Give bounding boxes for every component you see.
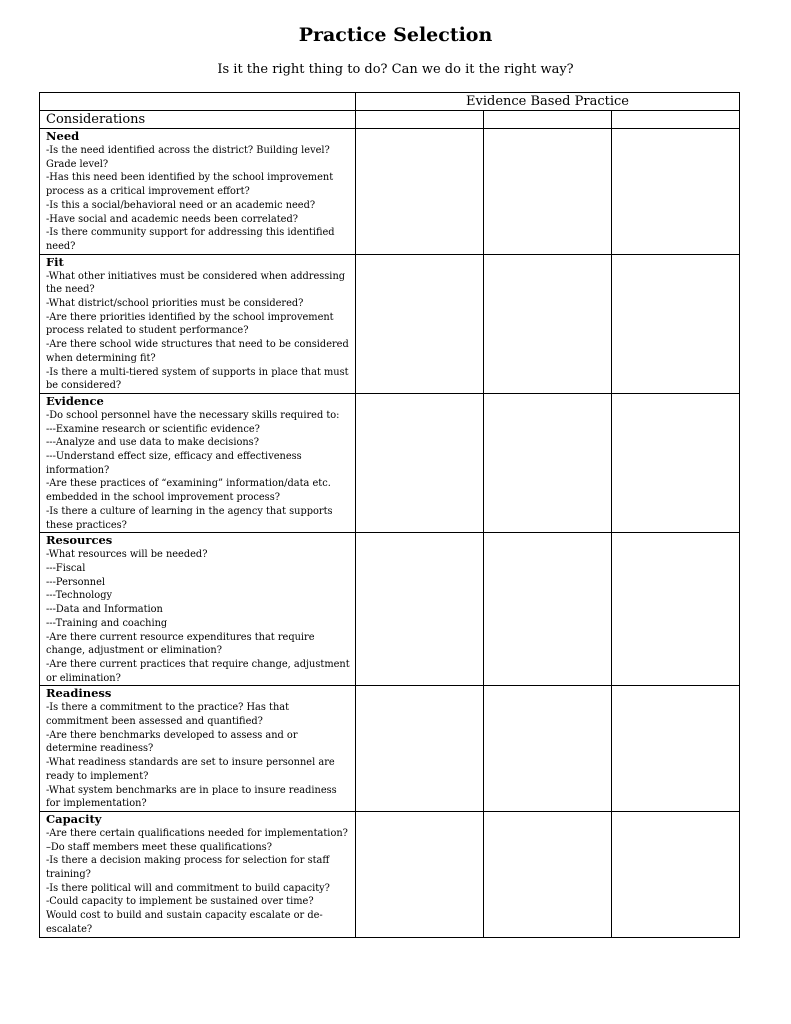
table-header-row (40, 93, 740, 111)
section-line: process as a critical improvement effort? (46, 186, 250, 198)
section-cell (40, 393, 356, 532)
practice-cell-3[interactable] (612, 533, 740, 686)
section-line: -Are there priorities identified by the school improvement (46, 311, 334, 323)
section-line: -Are there certain qualifications needed for implementation? (46, 827, 348, 839)
section-line: -Is there a culture of learning in the agency that supports (46, 505, 333, 517)
practice-cell-3[interactable] (612, 129, 740, 255)
section-heading: Need (46, 129, 80, 143)
section-line: ---Examine research or scientific evidence? (46, 423, 260, 435)
practice-column-header-1[interactable] (356, 111, 484, 129)
section-line: ---Fiscal (46, 562, 86, 574)
section-body (46, 144, 351, 254)
section-heading: Capacity (46, 811, 102, 826)
section-line: -What resources will be needed? (46, 549, 208, 561)
practice-cell-1[interactable] (356, 393, 484, 532)
section-row-fit (40, 254, 740, 393)
section-line: determine readiness? (46, 743, 154, 755)
section-line: the need? (46, 284, 95, 296)
section-body (46, 548, 351, 685)
section-line: -Is there a multi-tiered system of supports in place that must (46, 366, 349, 378)
section-line: -Are there school wide structures that need to be considered (46, 339, 349, 351)
section-line: -Are there current practices that require change, adjustment (46, 658, 350, 670)
practice-column-header-2[interactable] (484, 111, 612, 129)
practice-cell-3[interactable] (612, 686, 740, 812)
section-heading: Readiness (46, 686, 112, 701)
section-line: -Has this need been identified by the school improvement (46, 172, 334, 184)
section-line: –Do staff members meet these qualifications? (46, 841, 272, 853)
section-line: ---Data and Information (46, 604, 163, 616)
section-line: training? (46, 869, 91, 881)
section-line: for implementation? (46, 798, 147, 810)
practice-cell-2[interactable] (484, 686, 612, 812)
considerations-header-row (40, 111, 740, 129)
section-line: -Have social and academic needs been correlated? (46, 213, 298, 225)
section-line: these practices? (46, 519, 127, 531)
practice-cell-2[interactable] (484, 129, 612, 255)
considerations-header: Considerations (40, 111, 356, 129)
practice-cell-1[interactable] (356, 533, 484, 686)
section-line: or elimination? (46, 672, 121, 684)
section-line: -Do school personnel have the necessary skills required to: (46, 409, 340, 421)
practice-cell-3[interactable] (612, 811, 740, 937)
section-line: ---Personnel (46, 576, 106, 588)
practice-selection-table (39, 92, 740, 938)
practice-column-header-3[interactable] (612, 111, 740, 129)
section-line: ---Technology (46, 590, 112, 602)
section-row-need (40, 129, 740, 255)
section-line: -Is there community support for addressing this identified (46, 227, 335, 239)
section-line: ---Training and coaching (46, 617, 168, 629)
section-line: -What other initiatives must be considered when addressing (46, 270, 346, 282)
section-cell (40, 533, 356, 686)
section-line: commitment been assessed and quantified? (46, 716, 263, 728)
practice-cell-1[interactable] (356, 129, 484, 255)
section-line: change, adjustment or elimination? (46, 645, 222, 657)
section-line: process related to student performance? (46, 325, 249, 337)
section-line: -Are there benchmarks developed to assess and or (46, 729, 298, 741)
page-title: Practice Selection (298, 24, 493, 46)
section-body (46, 827, 351, 937)
section-line: Grade level? (46, 158, 109, 170)
section-line: when determining fit? (46, 352, 156, 364)
practice-cell-1[interactable] (356, 686, 484, 812)
section-line: embedded in the school improvement process? (46, 492, 280, 504)
section-line: -Is there political will and commitment to build capacity? (46, 882, 330, 894)
section-body (46, 270, 351, 393)
section-row-capacity (40, 811, 740, 937)
section-heading: Fit (46, 254, 64, 269)
section-line: -What system benchmarks are in place to insure readiness (46, 784, 337, 796)
practice-cell-1[interactable] (356, 811, 484, 937)
section-body (46, 409, 351, 532)
section-line: ---Understand effect size, efficacy and effectiveness (46, 451, 302, 463)
section-line: Would cost to build and sustain capacity escalate or de- (46, 910, 323, 922)
practice-cell-3[interactable] (612, 393, 740, 532)
section-row-readiness (40, 686, 740, 812)
practice-cell-2[interactable] (484, 533, 612, 686)
section-line: escalate? (46, 923, 93, 935)
section-line: -Is there a commitment to the practice? Has that (46, 702, 290, 714)
header-blank-cell (40, 93, 356, 111)
practice-cell-1[interactable] (356, 254, 484, 393)
section-line: ---Analyze and use data to make decisions? (46, 437, 259, 449)
section-line: -Is the need identified across the district? Building level? (46, 145, 330, 156)
section-line: ready to implement? (46, 770, 149, 782)
section-line: -Are there current resource expenditures that require (46, 631, 315, 643)
section-heading: Evidence (46, 393, 104, 408)
evidence-based-practice-header: Evidence Based Practice (356, 93, 740, 111)
section-body (46, 701, 351, 811)
section-cell (40, 129, 356, 255)
section-line: -What district/school priorities must be considered? (46, 298, 304, 310)
page-subtitle: Is it the right thing to do? Can we do it the right way? (217, 62, 574, 77)
section-row-resources (40, 533, 740, 686)
section-cell (40, 686, 356, 812)
section-line: -Are these practices of “examining” information/data etc. (46, 478, 331, 490)
section-line: -What readiness standards are set to insure personnel are (46, 757, 335, 769)
practice-cell-2[interactable] (484, 811, 612, 937)
section-line: information? (46, 464, 110, 476)
section-line: -Is this a social/behavioral need or an academic need? (46, 199, 316, 211)
section-line: -Is there a decision making process for selection for staff (46, 855, 330, 867)
section-cell (40, 811, 356, 937)
section-line: be considered? (46, 380, 122, 392)
section-line: need? (46, 240, 76, 252)
section-heading: Resources (46, 533, 113, 548)
section-line: -Could capacity to implement be sustained over time? (46, 896, 314, 908)
section-cell (40, 254, 356, 393)
practice-cell-3[interactable] (612, 254, 740, 393)
practice-cell-2[interactable] (484, 393, 612, 532)
practice-cell-2[interactable] (484, 254, 612, 393)
section-row-evidence (40, 393, 740, 532)
